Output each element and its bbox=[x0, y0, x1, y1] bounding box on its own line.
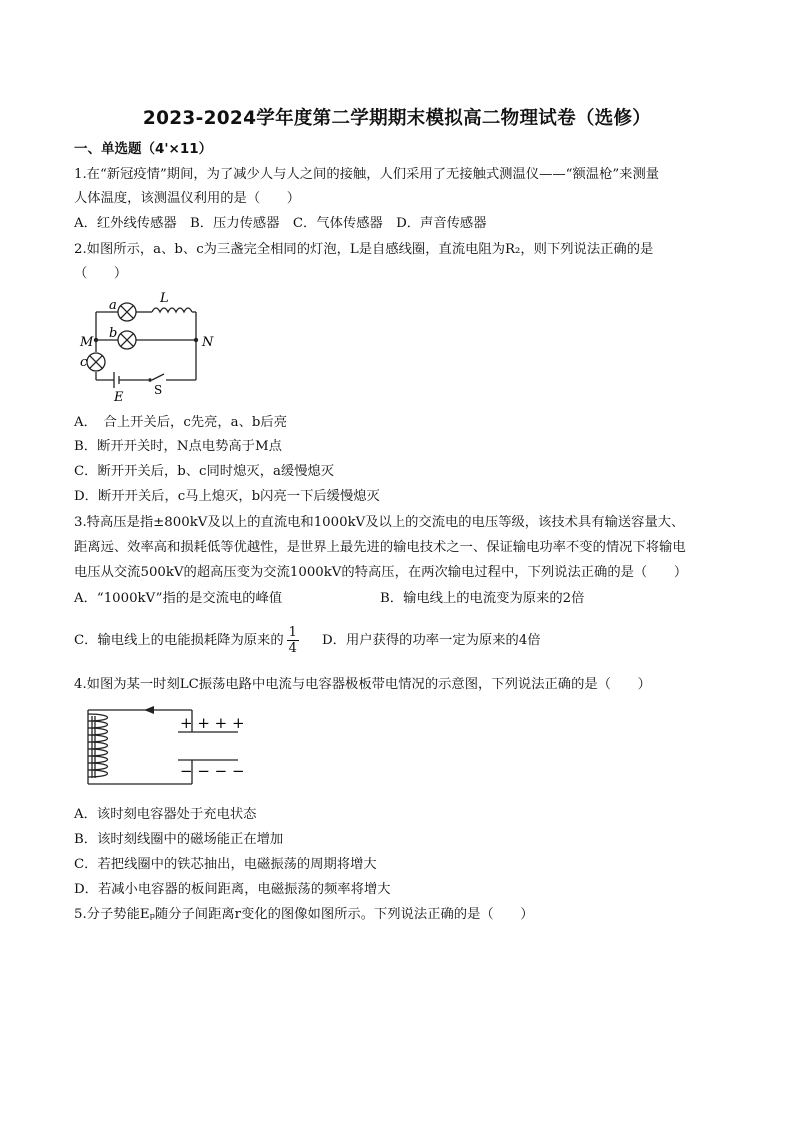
q3-stem-line3: 电压从交流500kV的超高压变为交流1000kV的特高压，在两次输电过程中，下列说法正确的是（ ） bbox=[74, 565, 688, 580]
q1-stem-line1: 1.在“新冠疫情”期间，为了减少人与人之间的接触，人们采用了无接触式测温仪——“额温枪”来测量 bbox=[74, 167, 660, 182]
q3-option-c-text: C．输电线上的电能损耗降为原来的 bbox=[74, 633, 284, 648]
label-a: a bbox=[109, 298, 117, 313]
q3-option-c bbox=[74, 624, 302, 658]
q2-stem-line2: （ ） bbox=[74, 266, 128, 281]
fraction-numerator: 1 bbox=[288, 625, 297, 640]
label-M: M bbox=[80, 335, 94, 350]
label-c: c bbox=[80, 355, 88, 370]
q1-stem-line2: 人体温度，该测温仪利用的是（ ） bbox=[74, 191, 301, 206]
label-E: E bbox=[114, 390, 124, 405]
q2-option-b: B．断开开关时，N点电势高于M点 bbox=[74, 439, 282, 454]
q3-option-b: B．输电线上的电流变为原来的2倍 bbox=[380, 591, 585, 606]
label-L: L bbox=[160, 291, 169, 306]
q2-option-a: A． 合上开关后，c先亮，a、b后亮 bbox=[74, 415, 287, 430]
q4-option-b: B．该时刻线圈中的磁场能正在增加 bbox=[74, 832, 284, 847]
fraction-denominator: 4 bbox=[288, 641, 297, 656]
q4-option-c: C．若把线圈中的铁芯抽出，电磁振荡的周期将增大 bbox=[74, 857, 377, 872]
q3-stem-line2: 距离远、效率高和损耗低等优越性，是世界上最先进的输电技术之一、保证输电功率不变的情况下将输电 bbox=[74, 540, 686, 555]
q3-option-a: A．“1000kV”指的是交流电的峰值 bbox=[74, 591, 283, 606]
section-heading: 一、单选题（4'×11） bbox=[74, 141, 213, 157]
q2-circuit-diagram bbox=[74, 290, 224, 405]
q3-stem-line1: 3.特高压是指±800kV及以上的直流电和1000kV及以上的交流电的电压等级，该技术具有输送容量大、 bbox=[74, 515, 685, 530]
q4-stem: 4.如图为某一时刻LC振荡电路中电流与电容器极板带电情况的示意图，下列说法正确的是（ ） bbox=[74, 677, 651, 692]
q2-stem-line1: 2.如图所示，a、b、c为三盏完全相同的灯泡，L是自感线圈，直流电阻为R₂，则下列说法正确的是 bbox=[74, 242, 654, 257]
capacitor-negative-charges: − − − − bbox=[180, 762, 245, 780]
q5-stem: 5.分子势能Eₚ随分子间距离r变化的图像如图所示。下列说法正确的是（ ） bbox=[74, 907, 534, 922]
page-title: 2023-2024学年度第二学期期末模拟高二物理试卷（选修） bbox=[142, 108, 652, 129]
q4-option-d: D．若减小电容器的板间距离，电磁振荡的频率将增大 bbox=[74, 882, 391, 897]
capacitor-positive-charges: + + + + bbox=[180, 714, 245, 732]
q4-option-a: A．该时刻电容器处于充电状态 bbox=[74, 807, 257, 822]
label-b: b bbox=[109, 326, 118, 341]
q4-lc-circuit-diagram bbox=[74, 700, 244, 792]
q1-options: A．红外线传感器 B．压力传感器 C．气体传感器 D．声音传感器 bbox=[74, 216, 487, 231]
q3-option-d: D．用户获得的功率一定为原来的4倍 bbox=[322, 633, 541, 648]
q2-option-c: C．断开开关后，b、c同时熄灭，a缓慢熄灭 bbox=[74, 464, 335, 479]
q2-option-d: D．断开开关后，c马上熄灭，b闪亮一下后缓慢熄灭 bbox=[74, 489, 380, 504]
label-N: N bbox=[202, 335, 214, 350]
fraction-one-quarter bbox=[287, 625, 299, 656]
label-S: S bbox=[154, 383, 163, 397]
